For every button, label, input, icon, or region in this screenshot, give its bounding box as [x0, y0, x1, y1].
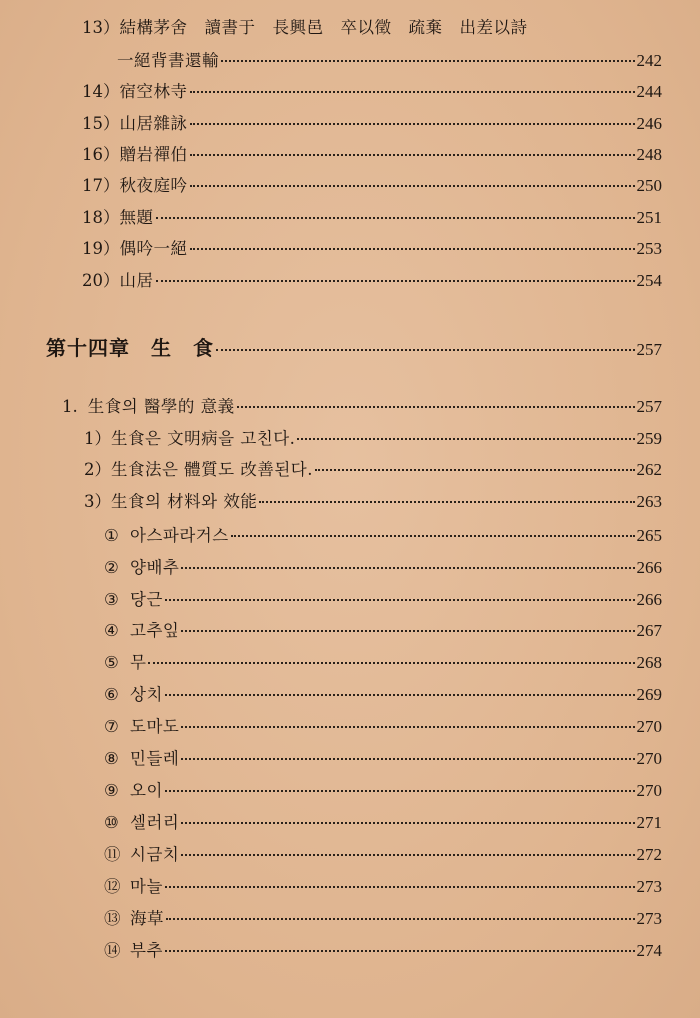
entry-number: 14）	[82, 82, 120, 101]
subsection-entry	[84, 460, 662, 480]
item-title: 셀러리	[130, 813, 180, 832]
toc-entry	[117, 51, 662, 71]
entry-number: 20）	[82, 271, 120, 290]
item-title: 상치	[130, 685, 163, 704]
item-title: 海草	[130, 909, 164, 928]
dot-leader	[190, 154, 635, 156]
dot-leader	[165, 886, 635, 888]
section-number: 1.	[62, 397, 78, 416]
dot-leader	[315, 469, 635, 471]
dot-leader	[297, 438, 634, 440]
toc-entry	[82, 176, 662, 196]
page-number: 274	[636, 941, 662, 960]
item-number: ⑫	[104, 877, 121, 896]
entry-number: 18）	[82, 208, 120, 227]
dot-leader	[156, 280, 635, 282]
list-item	[104, 813, 662, 833]
chapter-title: 第十四章 生 食	[46, 336, 214, 360]
item-title: 당근	[130, 590, 163, 609]
toc-entry	[82, 271, 662, 291]
toc-entry	[82, 114, 662, 134]
toc-entry	[82, 239, 662, 259]
dot-leader	[190, 91, 635, 93]
dot-leader	[190, 185, 635, 187]
item-title: 고추잎	[130, 621, 180, 640]
list-item	[104, 845, 662, 865]
list-item	[104, 526, 662, 546]
item-number: ③	[104, 590, 119, 609]
page-number: 244	[636, 82, 662, 101]
list-item	[104, 621, 662, 641]
dot-leader	[165, 950, 635, 952]
list-item	[104, 717, 662, 737]
dot-leader	[190, 248, 635, 250]
item-title: 마늘	[130, 877, 163, 896]
item-number: ⑬	[104, 909, 121, 928]
toc-entry	[82, 145, 662, 165]
toc-entry	[82, 82, 662, 102]
page-number: 254	[636, 271, 662, 290]
dot-leader	[190, 123, 635, 125]
item-number: ①	[104, 526, 119, 545]
page-number: 269	[636, 685, 662, 704]
subsection-number: 3）	[84, 492, 111, 511]
page-number: 266	[636, 558, 662, 577]
list-item	[104, 749, 662, 769]
item-number: ⑩	[104, 813, 119, 832]
entry-title: 秋夜庭吟	[119, 176, 188, 195]
item-number: ⑨	[104, 781, 119, 800]
dot-leader	[181, 822, 634, 824]
list-item	[104, 590, 662, 610]
page-number: 270	[636, 781, 662, 800]
dot-leader	[259, 501, 634, 503]
dot-leader	[221, 60, 635, 62]
item-title: 오이	[130, 781, 163, 800]
subsection-entry	[84, 429, 662, 449]
page-number: 273	[636, 909, 662, 928]
entry-number: 19）	[82, 239, 120, 258]
dot-leader	[216, 349, 635, 351]
page-number: 271	[636, 813, 662, 832]
item-title: 아스파라거스	[130, 526, 229, 545]
page-number: 262	[636, 460, 662, 479]
list-item	[104, 941, 662, 961]
dot-leader	[181, 758, 634, 760]
list-item	[104, 781, 662, 801]
subsection-title: 生食法은 體質도 改善된다.	[111, 460, 313, 479]
item-number: ②	[104, 558, 119, 577]
page-number: 248	[636, 145, 662, 164]
list-item	[104, 685, 662, 705]
dot-leader	[166, 918, 635, 920]
entry-title: 無題	[119, 208, 154, 227]
toc-entry	[82, 208, 662, 228]
entry-number: 15）	[82, 114, 120, 133]
page-number: 267	[636, 621, 662, 640]
entry-title: 贈岩禪伯	[119, 145, 188, 164]
entry-title: 結構茅舍 讀書于 長興邑 卒以徵 疏棄 出差以詩	[119, 18, 528, 37]
toc-entry	[82, 18, 660, 38]
subsection-entry	[84, 492, 662, 512]
page-number: 270	[636, 749, 662, 768]
page-number: 263	[636, 492, 662, 511]
page-number: 265	[636, 526, 662, 545]
section-entry	[62, 397, 662, 417]
dot-leader	[165, 790, 635, 792]
subsection-number: 1）	[84, 429, 111, 448]
item-number: ⑦	[104, 717, 119, 736]
entry-title: 一絕背書還輸	[117, 51, 219, 70]
item-number: ⑪	[104, 845, 121, 864]
item-title: 부추	[130, 941, 163, 960]
dot-leader	[231, 535, 635, 537]
entry-number: 17）	[82, 176, 120, 195]
item-number: ⑧	[104, 749, 119, 768]
entry-title: 山居	[119, 271, 154, 290]
item-number: ⑤	[104, 653, 119, 672]
item-title: 민들레	[130, 749, 180, 768]
dot-leader	[156, 217, 635, 219]
page-number: 250	[636, 176, 662, 195]
item-number: ⑭	[104, 941, 121, 960]
entry-number: 16）	[82, 145, 120, 164]
item-title: 도마도	[130, 717, 180, 736]
page-number: 259	[636, 429, 662, 448]
subsection-title: 生食은 文明病을 고친다.	[111, 429, 296, 448]
chapter-heading	[46, 338, 662, 360]
list-item	[104, 558, 662, 578]
page-number: 246	[636, 114, 662, 133]
page-number: 270	[636, 717, 662, 736]
dot-leader	[237, 406, 635, 408]
item-title: 무	[130, 653, 147, 672]
item-number: ④	[104, 621, 119, 640]
subsection-number: 2）	[84, 460, 111, 479]
entry-number: 13）	[82, 18, 120, 37]
page-number: 253	[636, 239, 662, 258]
page-number: 242	[636, 51, 662, 70]
page-number: 272	[636, 845, 662, 864]
item-title: 시금치	[130, 845, 180, 864]
page-number: 251	[636, 208, 662, 227]
dot-leader	[181, 854, 634, 856]
entry-title: 偶吟一絕	[119, 239, 188, 258]
dot-leader	[181, 630, 634, 632]
entry-title: 宿空林寺	[119, 82, 188, 101]
dot-leader	[148, 662, 634, 664]
page-number: 266	[636, 590, 662, 609]
list-item	[104, 653, 662, 673]
page-number: 273	[636, 877, 662, 896]
entry-title: 山居雜詠	[119, 114, 188, 133]
subsection-title: 生食의 材料와 效能	[111, 492, 258, 511]
section-title: 生食의 醫學的 意義	[87, 397, 235, 416]
dot-leader	[181, 726, 634, 728]
page-number: 257	[636, 340, 662, 359]
list-item	[104, 909, 662, 929]
page-number: 257	[636, 397, 662, 416]
dot-leader	[165, 599, 635, 601]
item-number: ⑥	[104, 685, 119, 704]
dot-leader	[181, 567, 634, 569]
dot-leader	[165, 694, 635, 696]
list-item	[104, 877, 662, 897]
page-number: 268	[636, 653, 662, 672]
item-title: 양배추	[130, 558, 180, 577]
